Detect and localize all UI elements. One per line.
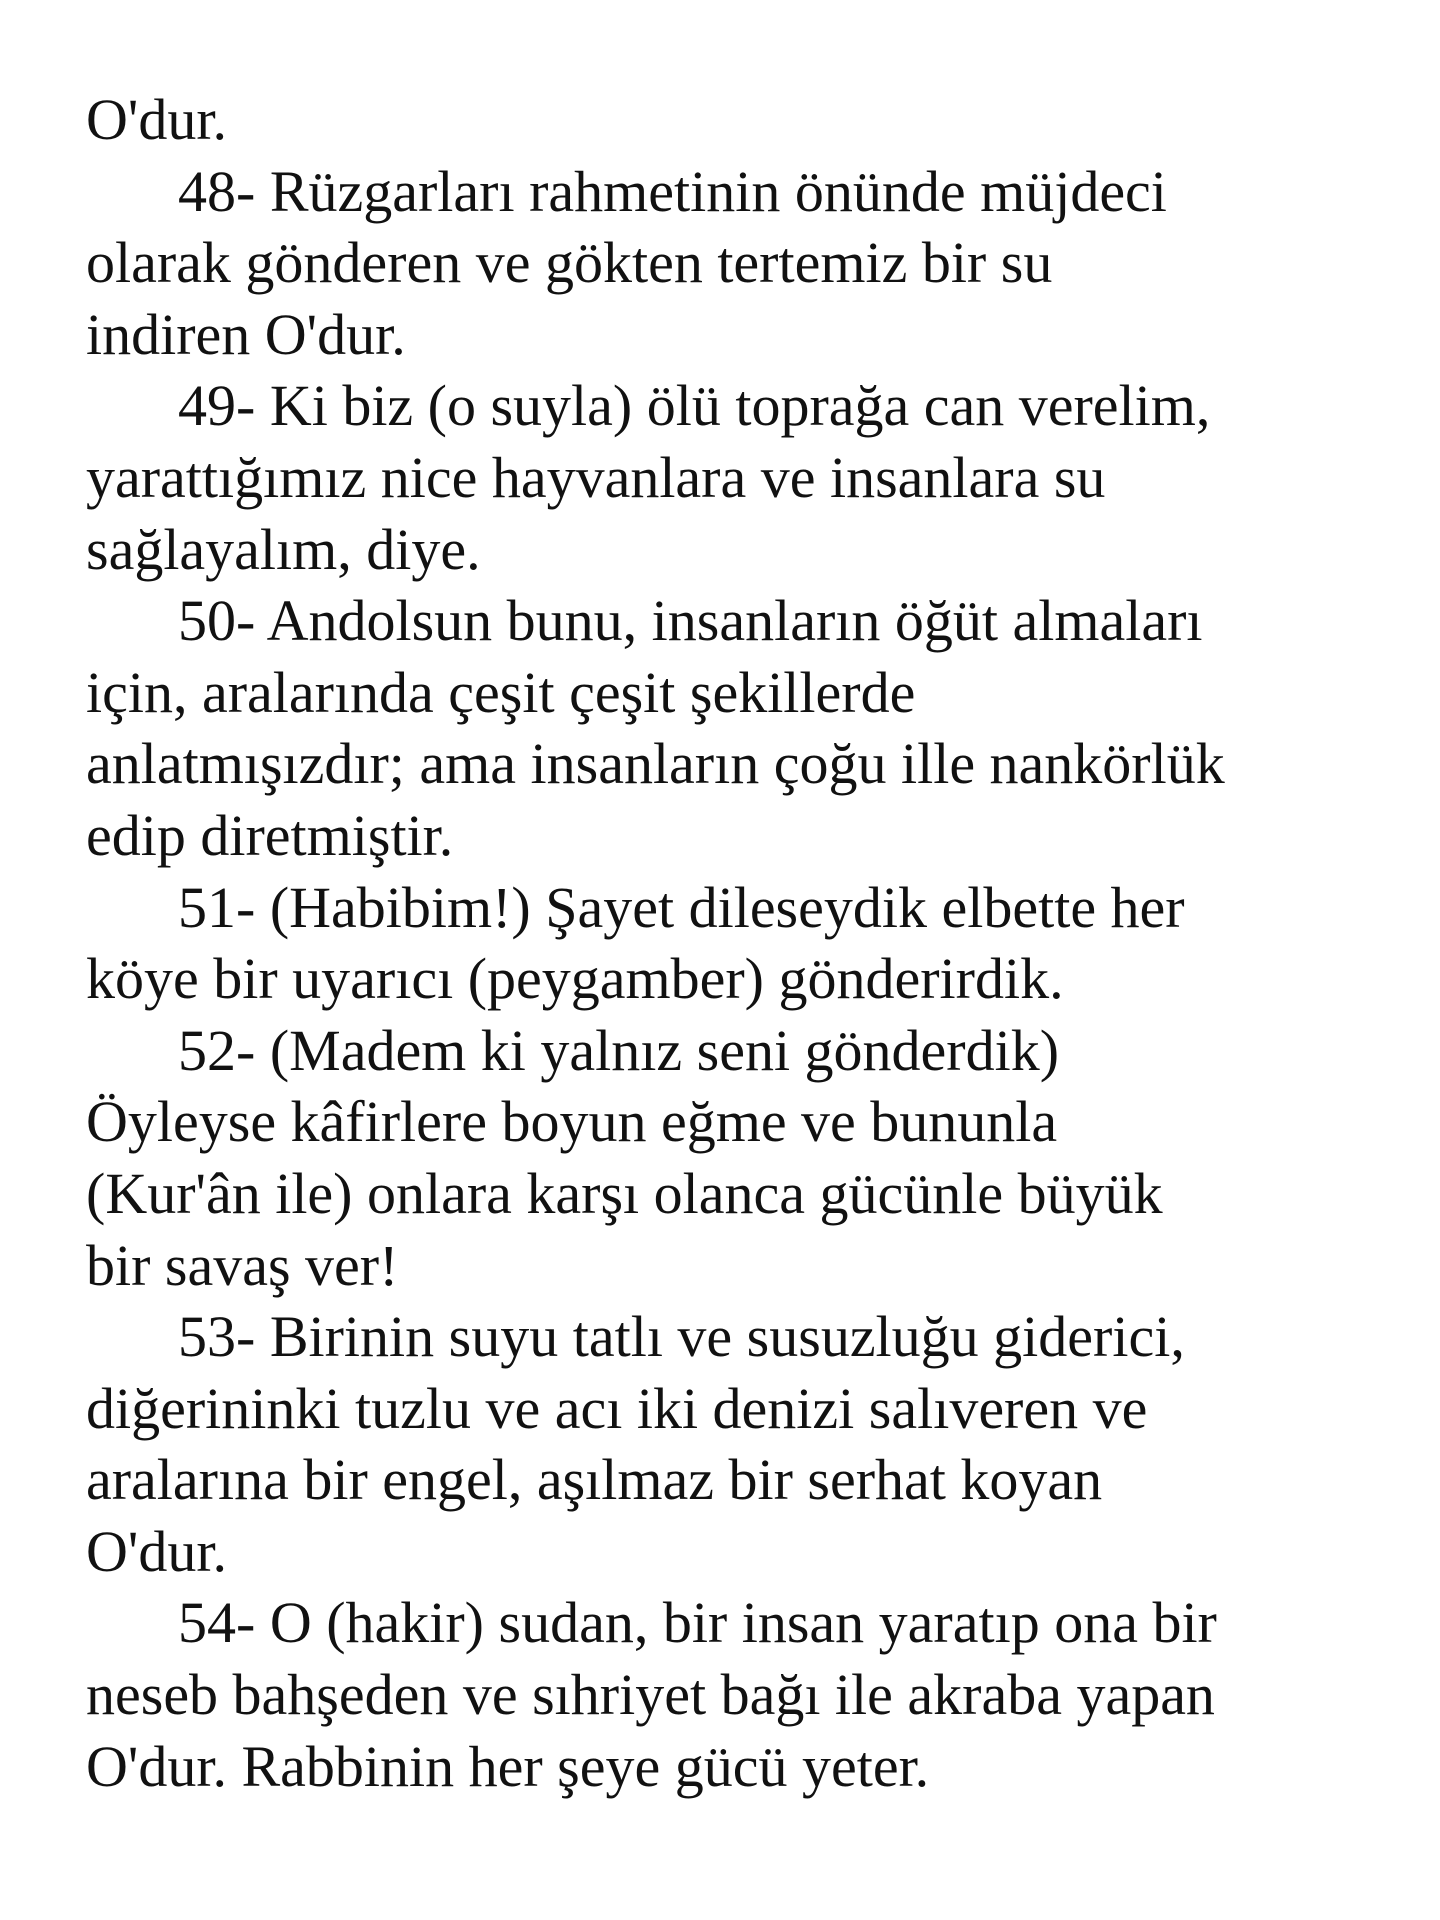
- verse-50-line-2: için, aralarında çeşit çeşit şekillerde: [86, 659, 916, 725]
- verse-50-line-3: anlatmışızdır; ama insanların çoğu ille nankörlük: [86, 731, 1225, 797]
- verse-53-line-2: diğerininki tuzlu ve acı iki denizi salıveren ve: [86, 1375, 1148, 1441]
- verse-48-line-3: indiren O'dur.: [86, 301, 406, 367]
- verse-51-line-1: 51- (Habibim!) Şayet dileseydik elbette her: [178, 874, 1185, 940]
- verse-49-line-3: sağlayalım, diye.: [86, 516, 481, 582]
- verse-52-line-4: bir savaş ver!: [86, 1232, 399, 1298]
- text-line-continuation: O'dur.: [86, 87, 227, 152]
- verse-53-line-1: 53- Birinin suyu tatlı ve susuzluğu giderici,: [178, 1304, 1185, 1370]
- verse-54-line-1: 54- O (hakir) sudan, bir insan yaratıp ona bir: [178, 1590, 1217, 1656]
- verse-52-line-2: Öyleyse kâfirlere boyun eğme ve bununla: [86, 1089, 1058, 1155]
- verse-51-line-2: köye bir uyarıcı (peygamber) gönderirdik.: [86, 946, 1064, 1012]
- verse-50-line-1: 50- Andolsun bunu, insanların öğüt almaları: [178, 588, 1203, 654]
- verse-52-line-1: 52- (Madem ki yalnız seni gönderdik): [178, 1017, 1060, 1083]
- verse-49-line-1: 49- Ki biz (o suyla) ölü toprağa can verelim,: [178, 373, 1211, 439]
- verse-48-line-2: olarak gönderen ve gökten tertemiz bir su: [86, 230, 1053, 296]
- verse-48-line-1: 48- Rüzgarları rahmetinin önünde müjdeci: [178, 158, 1167, 224]
- verse-54-line-2: neseb bahşeden ve sıhriyet bağı ile akraba yapan: [86, 1662, 1215, 1728]
- verse-54-line-3: O'dur. Rabbinin her şeye gücü yeter.: [86, 1733, 930, 1799]
- verse-50-line-4: edip diretmiştir.: [86, 802, 454, 868]
- verse-49-line-2: yarattığımız nice hayvanlara ve insanlara su: [86, 444, 1106, 510]
- verse-53-line-4: O'dur.: [86, 1518, 227, 1584]
- verse-53-line-3: aralarına bir engel, aşılmaz bir serhat koyan: [86, 1447, 1103, 1513]
- verse-52-line-3: (Kur'ân ile) onlara karşı olanca gücünle büyük: [86, 1160, 1163, 1226]
- document-page: [86, 84, 1406, 1802]
